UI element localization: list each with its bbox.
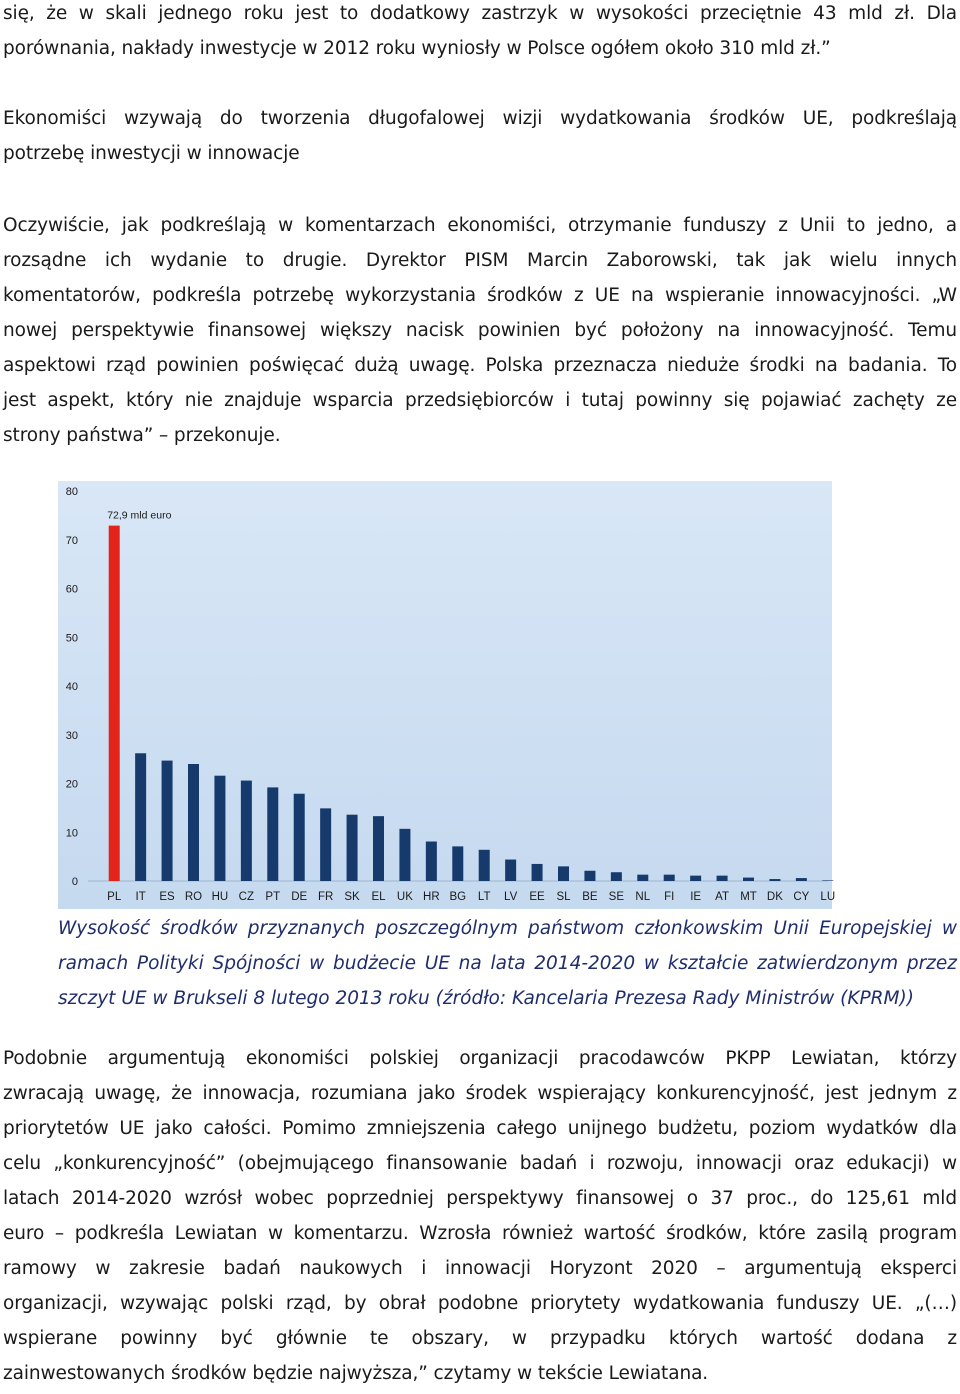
- paragraph-intro: [3, 0, 957, 66]
- bar-hu: [214, 776, 225, 881]
- cohesion-funds-bar-chart: [58, 481, 836, 909]
- x-tick-label: LV: [504, 891, 518, 903]
- economists-heading-line: Ekonomiści wzywają do tworzenia długofalowej wizji wydatkowania środków UE, podkreślają: [3, 108, 957, 129]
- y-tick-label: 60: [65, 583, 78, 596]
- bar-ro: [188, 764, 199, 881]
- x-tick-label: IT: [135, 891, 146, 903]
- y-tick-label: 10: [65, 827, 78, 840]
- bar-dk: [769, 879, 780, 881]
- bar-cz: [241, 781, 252, 881]
- paragraph-lewiatan: [3, 1041, 957, 1391]
- x-tick-label: ES: [159, 891, 175, 903]
- bar-de: [294, 794, 305, 881]
- x-tick-label: FR: [317, 891, 334, 903]
- bar-fr: [320, 808, 331, 881]
- pism-comment-line: komentatorów, podkreśla potrzebę wykorzystania środków z UE na wspieranie innowacyjności. „W: [3, 285, 957, 306]
- x-tick-label: HU: [211, 891, 229, 903]
- x-tick-label: SK: [344, 891, 360, 903]
- x-tick-label: DE: [291, 891, 308, 903]
- bar-bg: [452, 846, 463, 881]
- lewiatan-line: euro – podkreśla Lewiatan w komentarzu. Wzrosła również wartość środków, które zasilą program: [3, 1223, 957, 1244]
- x-tick-label: SL: [556, 891, 571, 903]
- caption-line: Wysokość środków przyznanych poszczególnym państwom członkowskim Unii Europejskiej w: [58, 918, 957, 939]
- x-tick-label: DK: [766, 891, 783, 903]
- chart-caption: [58, 911, 957, 1016]
- x-tick-label: FI: [664, 891, 675, 903]
- bar-lt: [479, 850, 490, 881]
- bar-pt: [267, 787, 278, 881]
- lewiatan-line: latach 2014-2020 wzrósł wobec poprzedniej perspektywy finansowej o 37 proc., do 125,61 mld: [3, 1188, 957, 1209]
- chart-svg: [58, 481, 836, 909]
- x-tick-label: EE: [529, 891, 545, 903]
- x-tick-label: NL: [635, 891, 651, 903]
- y-tick-label: 50: [65, 632, 78, 645]
- bar-cy: [796, 878, 807, 881]
- lewiatan-line: zwracają uwagę, że innowacja, rozumiana jako środek wspierający konkurencyjność, jest jednym z: [3, 1083, 957, 1104]
- x-tick-label: UK: [396, 891, 413, 903]
- x-tick-label: RO: [184, 891, 203, 903]
- x-tick-label: PL: [107, 891, 122, 903]
- bar-se: [611, 872, 622, 881]
- y-tick-label: 20: [65, 778, 78, 791]
- x-tick-label: AT: [715, 891, 729, 903]
- x-tick-label: LU: [820, 891, 836, 903]
- lewiatan-line: organizacji, wzywając polski rząd, by obrał podobne priorytety wydatkowania funduszy UE. „(…): [3, 1293, 957, 1314]
- bar-be: [584, 871, 595, 881]
- bar-nl: [637, 875, 648, 881]
- pism-comment-line: nowej perspektywie finansowej większy nacisk powinien być położony na innowacyjność. Temu: [3, 320, 957, 341]
- x-tick-label: IE: [690, 891, 702, 903]
- pism-comment-line: aspektowi rząd powinien poświęcać dużą uwagę. Polska przeznacza nieduże środki na badania. To: [3, 355, 957, 376]
- intro-line: się, że w skali jednego roku jest to dodatkowy zastrzyk w wysokości przeciętnie 43 mld zł. Dla: [3, 3, 957, 24]
- caption-line: szczyt UE w Brukseli 8 lutego 2013 roku (źródło: Kancelaria Prezesa Rady Ministrów (KPRM)): [58, 988, 914, 1009]
- pism-comment-line: jest aspekt, który nie znajduje wsparcia przedsiębiorców i tutaj powinny się pojawiać zachęty ze: [3, 390, 957, 411]
- bar-uk: [399, 829, 410, 881]
- bar-ee: [532, 864, 543, 881]
- x-tick-label: CY: [793, 891, 810, 903]
- intro-line: porównania, nakłady inwestycje w 2012 roku wyniosły w Polsce ogółem około 310 mld zł.”: [3, 38, 831, 59]
- x-tick-label: EL: [371, 891, 386, 903]
- x-tick-label: MT: [740, 891, 757, 903]
- bar-hr: [426, 842, 437, 881]
- lewiatan-line: Podobnie argumentują ekonomiści polskiej organizacji pracodawców PKPP Lewiatan, którzy: [3, 1048, 957, 1069]
- bar-lv: [505, 860, 516, 881]
- bar-fi: [664, 875, 675, 881]
- y-tick-label: 70: [65, 534, 78, 547]
- x-tick-label: SE: [608, 891, 625, 903]
- pism-comment-line: Oczywiście, jak podkreślają w komentarzach ekonomiści, otrzymanie funduszy z Unii to jedno, a: [3, 215, 957, 236]
- bar-pl: [109, 526, 120, 881]
- x-tick-label: LT: [477, 891, 491, 903]
- pism-comment-line: strony państwa” – przekonuje.: [3, 425, 281, 446]
- bar-sk: [347, 815, 358, 881]
- lewiatan-line: ramowy w zakresie badań naukowych i innowacji Horyzont 2020 – argumentują eksperci: [3, 1258, 957, 1279]
- paragraph-economists-heading: [3, 101, 957, 171]
- y-tick-label: 80: [65, 486, 78, 498]
- x-tick-label: BE: [582, 891, 598, 903]
- lewiatan-line: wspierane powinny być głównie te obszary, w przypadku których wartość dodana z: [3, 1328, 957, 1349]
- x-tick-label: HR: [423, 891, 440, 903]
- bar-el: [373, 816, 384, 881]
- bar-es: [162, 761, 173, 881]
- x-tick-label: CZ: [238, 891, 255, 903]
- bar-ie: [690, 876, 701, 881]
- paragraph-pism-comment: [3, 208, 957, 453]
- x-tick-label: PT: [265, 891, 281, 903]
- bar-sl: [558, 866, 569, 881]
- bar-it: [135, 753, 146, 881]
- pism-comment-line: rozsądne ich wydanie to drugie. Dyrektor PISM Marcin Zaborowski, tak jak wielu innych: [3, 250, 957, 271]
- bar-at: [717, 876, 728, 881]
- lewiatan-line: priorytetów UE jako całości. Pomimo zmniejszenia całego unijnego budżetu, poziom wydatków dla: [3, 1118, 957, 1139]
- caption-line: ramach Polityki Spójności w budżecie UE na lata 2014-2020 w kształcie zatwierdzonym przez: [58, 953, 957, 974]
- y-tick-label: 30: [65, 729, 78, 742]
- y-tick-label: 40: [65, 681, 78, 693]
- bar-mt: [743, 878, 754, 881]
- bar-annotation: 72,9 mld euro: [107, 509, 172, 522]
- lewiatan-line: zainwestowanych środków będzie najwyższa,” czytamy w tekście Lewiatana.: [3, 1363, 709, 1384]
- y-tick-label: 0: [71, 876, 78, 888]
- lewiatan-line: celu „konkurencyjność” (obejmującego finansowanie badań i rozwoju, innowacji oraz edukacji) w: [3, 1153, 957, 1174]
- bar-lu: [822, 880, 833, 881]
- x-tick-label: BG: [449, 891, 467, 903]
- economists-heading-line: potrzebę inwestycji w innowacje: [3, 143, 300, 164]
